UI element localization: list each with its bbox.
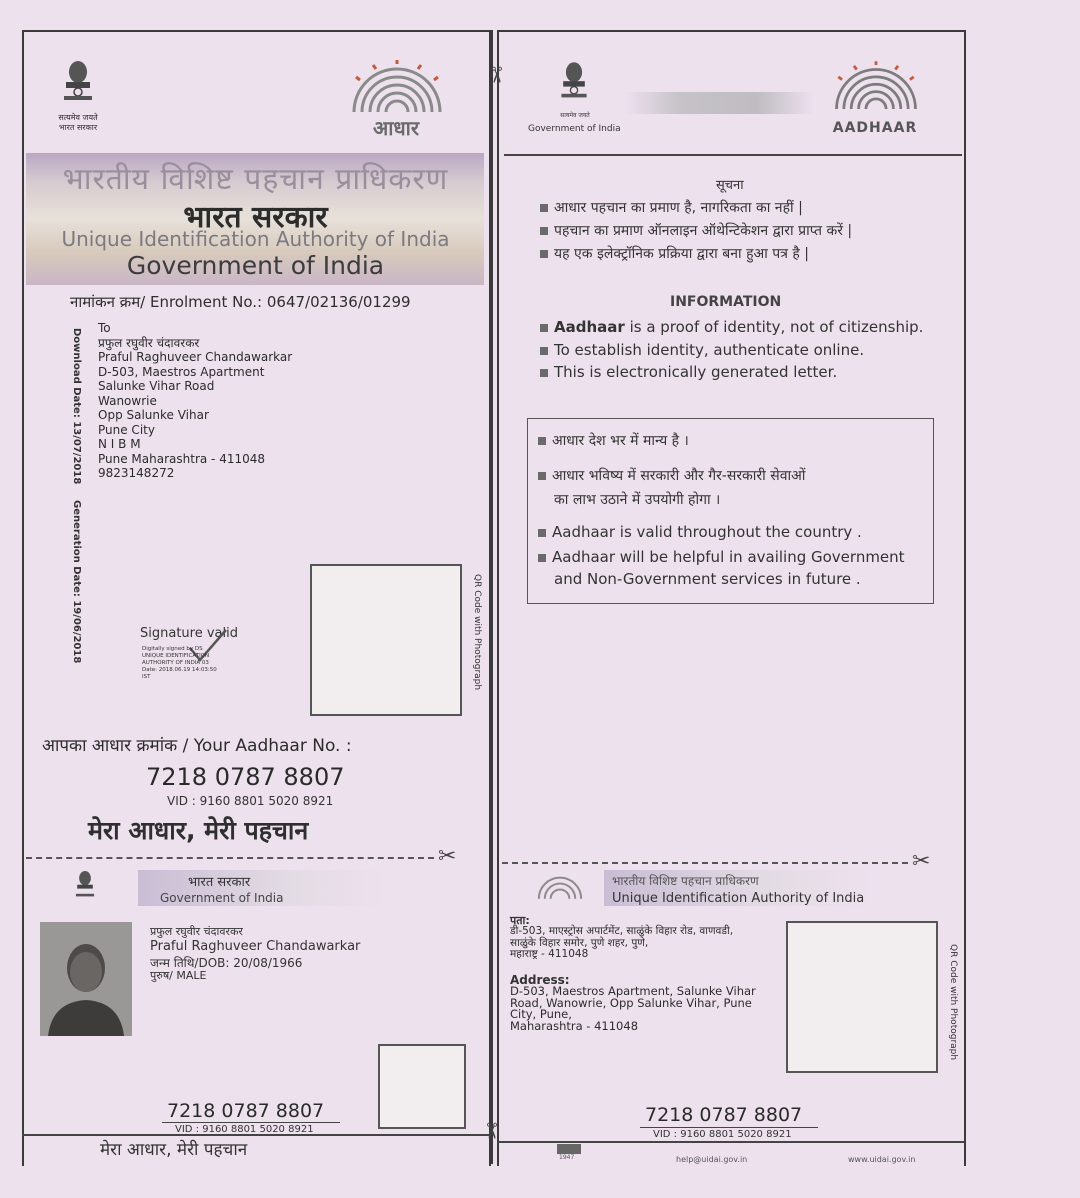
notice-item-hindi: यह एक इलेक्ट्रॉनिक प्रक्रिया द्वारा बना हुआ पत्र है | [540,244,809,263]
emblem-caption: सत्यमेव जयते [560,112,590,119]
tagline: मेरा आधार, मेरी पहचान [88,816,309,845]
bullet-icon [538,529,546,537]
holder-gender: पुरुष/ MALE [150,969,207,982]
header-stripe [624,92,814,114]
aadhaar-logo-text: आधार [372,116,420,140]
number-underline [162,1122,340,1123]
bullet-icon [540,250,548,258]
bullet-icon [540,369,548,377]
scissors-icon: ✂ [438,844,457,869]
qr-caption: QR Code with Photograph [948,944,958,1061]
small-card-divider [22,1134,489,1136]
national-emblem-icon [72,866,98,906]
aadhaar-logo-icon [820,60,932,114]
small-vid-number: VID : 9160 8801 5020 8921 [175,1124,314,1135]
address-line: N I B M [98,437,141,451]
address-line: Wanowrie [98,393,157,408]
vid-number: VID : 9160 8801 5020 8921 [167,794,334,808]
scissors-icon: ✂ [483,65,509,85]
address-line: Opp Salunke Vihar [98,408,209,422]
cut-line [502,862,908,864]
notice-item-hindi: आधार पहचान का प्रमाण है, नागरिकता का नहीं | [540,198,803,217]
address-label-hindi: पता: [510,914,530,927]
information-item: Aadhaar is a proof of identity, not of citizenship. [540,318,923,336]
validity-item: आधार भविष्य में सरकारी और गैर-सरकारी सेवाओं [538,466,805,485]
aadhaar-logo-text: AADHAAR [832,120,918,136]
validity-item-continued: and Non-Government services in future . [554,570,861,588]
authority-name-hindi: भारतीय विशिष्ट पहचान प्राधिकरण [62,162,449,197]
holder-name-english: Praful Raghuveer Chandawarkar [150,939,361,954]
address-english: D-503, Maestros Apartment, Salunke Vihar Road, Wanowrie, Opp Salunke Vihar, Pune City, Pune, Maharashtra - 411048 [510,984,756,1033]
national-emblem-icon [556,58,592,108]
footer-year: 1947 [559,1154,575,1161]
bullet-icon [540,347,548,355]
holder-dob: जन्म तिथि/DOB: 20/08/1966 [150,956,303,970]
validity-item: Aadhaar will be helpful in availing Government [538,548,905,566]
footer-help-email: help@uidai.gov.in [676,1155,748,1164]
authority-name-english: Unique Identification Authority of India [61,227,450,251]
government-name-english: Government of India [126,251,385,280]
notice-title-hindi: सूचना [716,178,744,193]
aadhaar-logo-icon [336,60,458,116]
aadhaar-number: 7218 0787 8807 [146,763,345,791]
information-item: To establish identity, authenticate online. [540,341,864,359]
government-name-english: Government of India [160,891,284,905]
validity-item: आधार देश भर में मान्य है । [538,431,689,450]
validity-item-continued: का लाभ उठाने में उपयोगी होगा । [554,492,721,508]
recipient-address [98,321,358,481]
bullet-icon [540,204,548,212]
signature-details: Digitally signed by DS UNIQUE IDENTIFICATION AUTHORITY OF INDIA 03 Date: 2018.06.19 14:03:50 IST [142,646,217,680]
information-item: This is electronically generated letter. [540,363,837,381]
qr-code [310,564,462,716]
bullet-icon [540,227,548,235]
enrolment-number: नामांकन क्रम/ Enrolment No.: 0647/02136/01299 [70,293,411,311]
small-qr-code [378,1044,466,1129]
authority-name-english: Unique Identification Authority of India [612,891,865,906]
signature-valid-label: Signature valid [140,626,238,641]
government-name-english: Government of India [528,124,621,134]
bullet-icon [538,554,546,562]
address-line: Praful Raghuveer Chandawarkar [98,350,293,364]
small-vid-number: VID : 9160 8801 5020 8921 [653,1129,792,1140]
emblem-caption: सत्यमेव जयते भारत सरकार [58,113,98,132]
address-line: D-503, Maestros Apartment [98,364,265,379]
download-date: Download Date: 13/07/2018 [71,328,82,485]
government-name-hindi: भारत सरकार [183,200,328,235]
qr-code [786,921,938,1073]
holder-name-hindi: प्रफुल रघुवीर चंदावरकर [150,925,243,938]
your-aadhaar-label: आपका आधार क्रमांक / Your Aadhaar No. : [42,736,352,756]
bullet-icon [538,472,546,480]
cut-line [26,857,434,859]
aadhaar-logo-icon [530,870,590,904]
address-line: प्रफुल रघुवीर चंदावरकर [98,335,200,350]
address-line: 9823148272 [98,466,175,480]
small-aadhaar-number: 7218 0787 8807 [167,1100,325,1122]
footer-website: www.uidai.gov.in [848,1155,916,1164]
bullet-icon [538,437,546,445]
validity-item: Aadhaar is valid throughout the country . [538,523,862,541]
government-name-hindi: भारत सरकार [188,875,251,890]
small-card-divider [497,1141,964,1143]
address-label-english: Address: [510,973,570,987]
address-line: Salunke Vihar Road [98,379,215,393]
information-title: INFORMATION [670,294,782,310]
address-line: Pune City [98,422,155,437]
right-header-divider [504,154,962,156]
qr-caption: QR Code with Photograph [472,574,482,691]
fold-line [491,30,493,1164]
number-underline [640,1127,818,1128]
bullet-icon [540,324,548,332]
national-emblem-icon [58,58,98,110]
holder-photo [40,922,132,1036]
small-tagline: मेरा आधार, मेरी पहचान [100,1140,248,1160]
small-aadhaar-number: 7218 0787 8807 [645,1104,803,1126]
scissors-icon: ✂ [478,1121,504,1141]
address-line: To [98,321,111,335]
generation-date: Generation Date: 19/06/2018 [71,500,82,664]
address-line: Pune Maharashtra - 411048 [98,451,266,466]
notice-item-hindi: पहचान का प्रमाण ऑनलाइन ऑथेन्टिकेशन द्वारा प्राप्त करें | [540,221,852,240]
authority-name-hindi: भारतीय विशिष्ट पहचान प्राधिकरण [612,874,759,888]
footer-emblem-icon [557,1144,581,1154]
address-hindi: डी-503, माएस्ट्रोस अपार्टमेंट, साळुंके विहार रोड, वाणवडी, साळुंके विहार समोर, पुणे शहर, पुणे, महाराष्ट्र - 411048 [510,925,734,960]
scissors-icon: ✂ [912,849,931,874]
